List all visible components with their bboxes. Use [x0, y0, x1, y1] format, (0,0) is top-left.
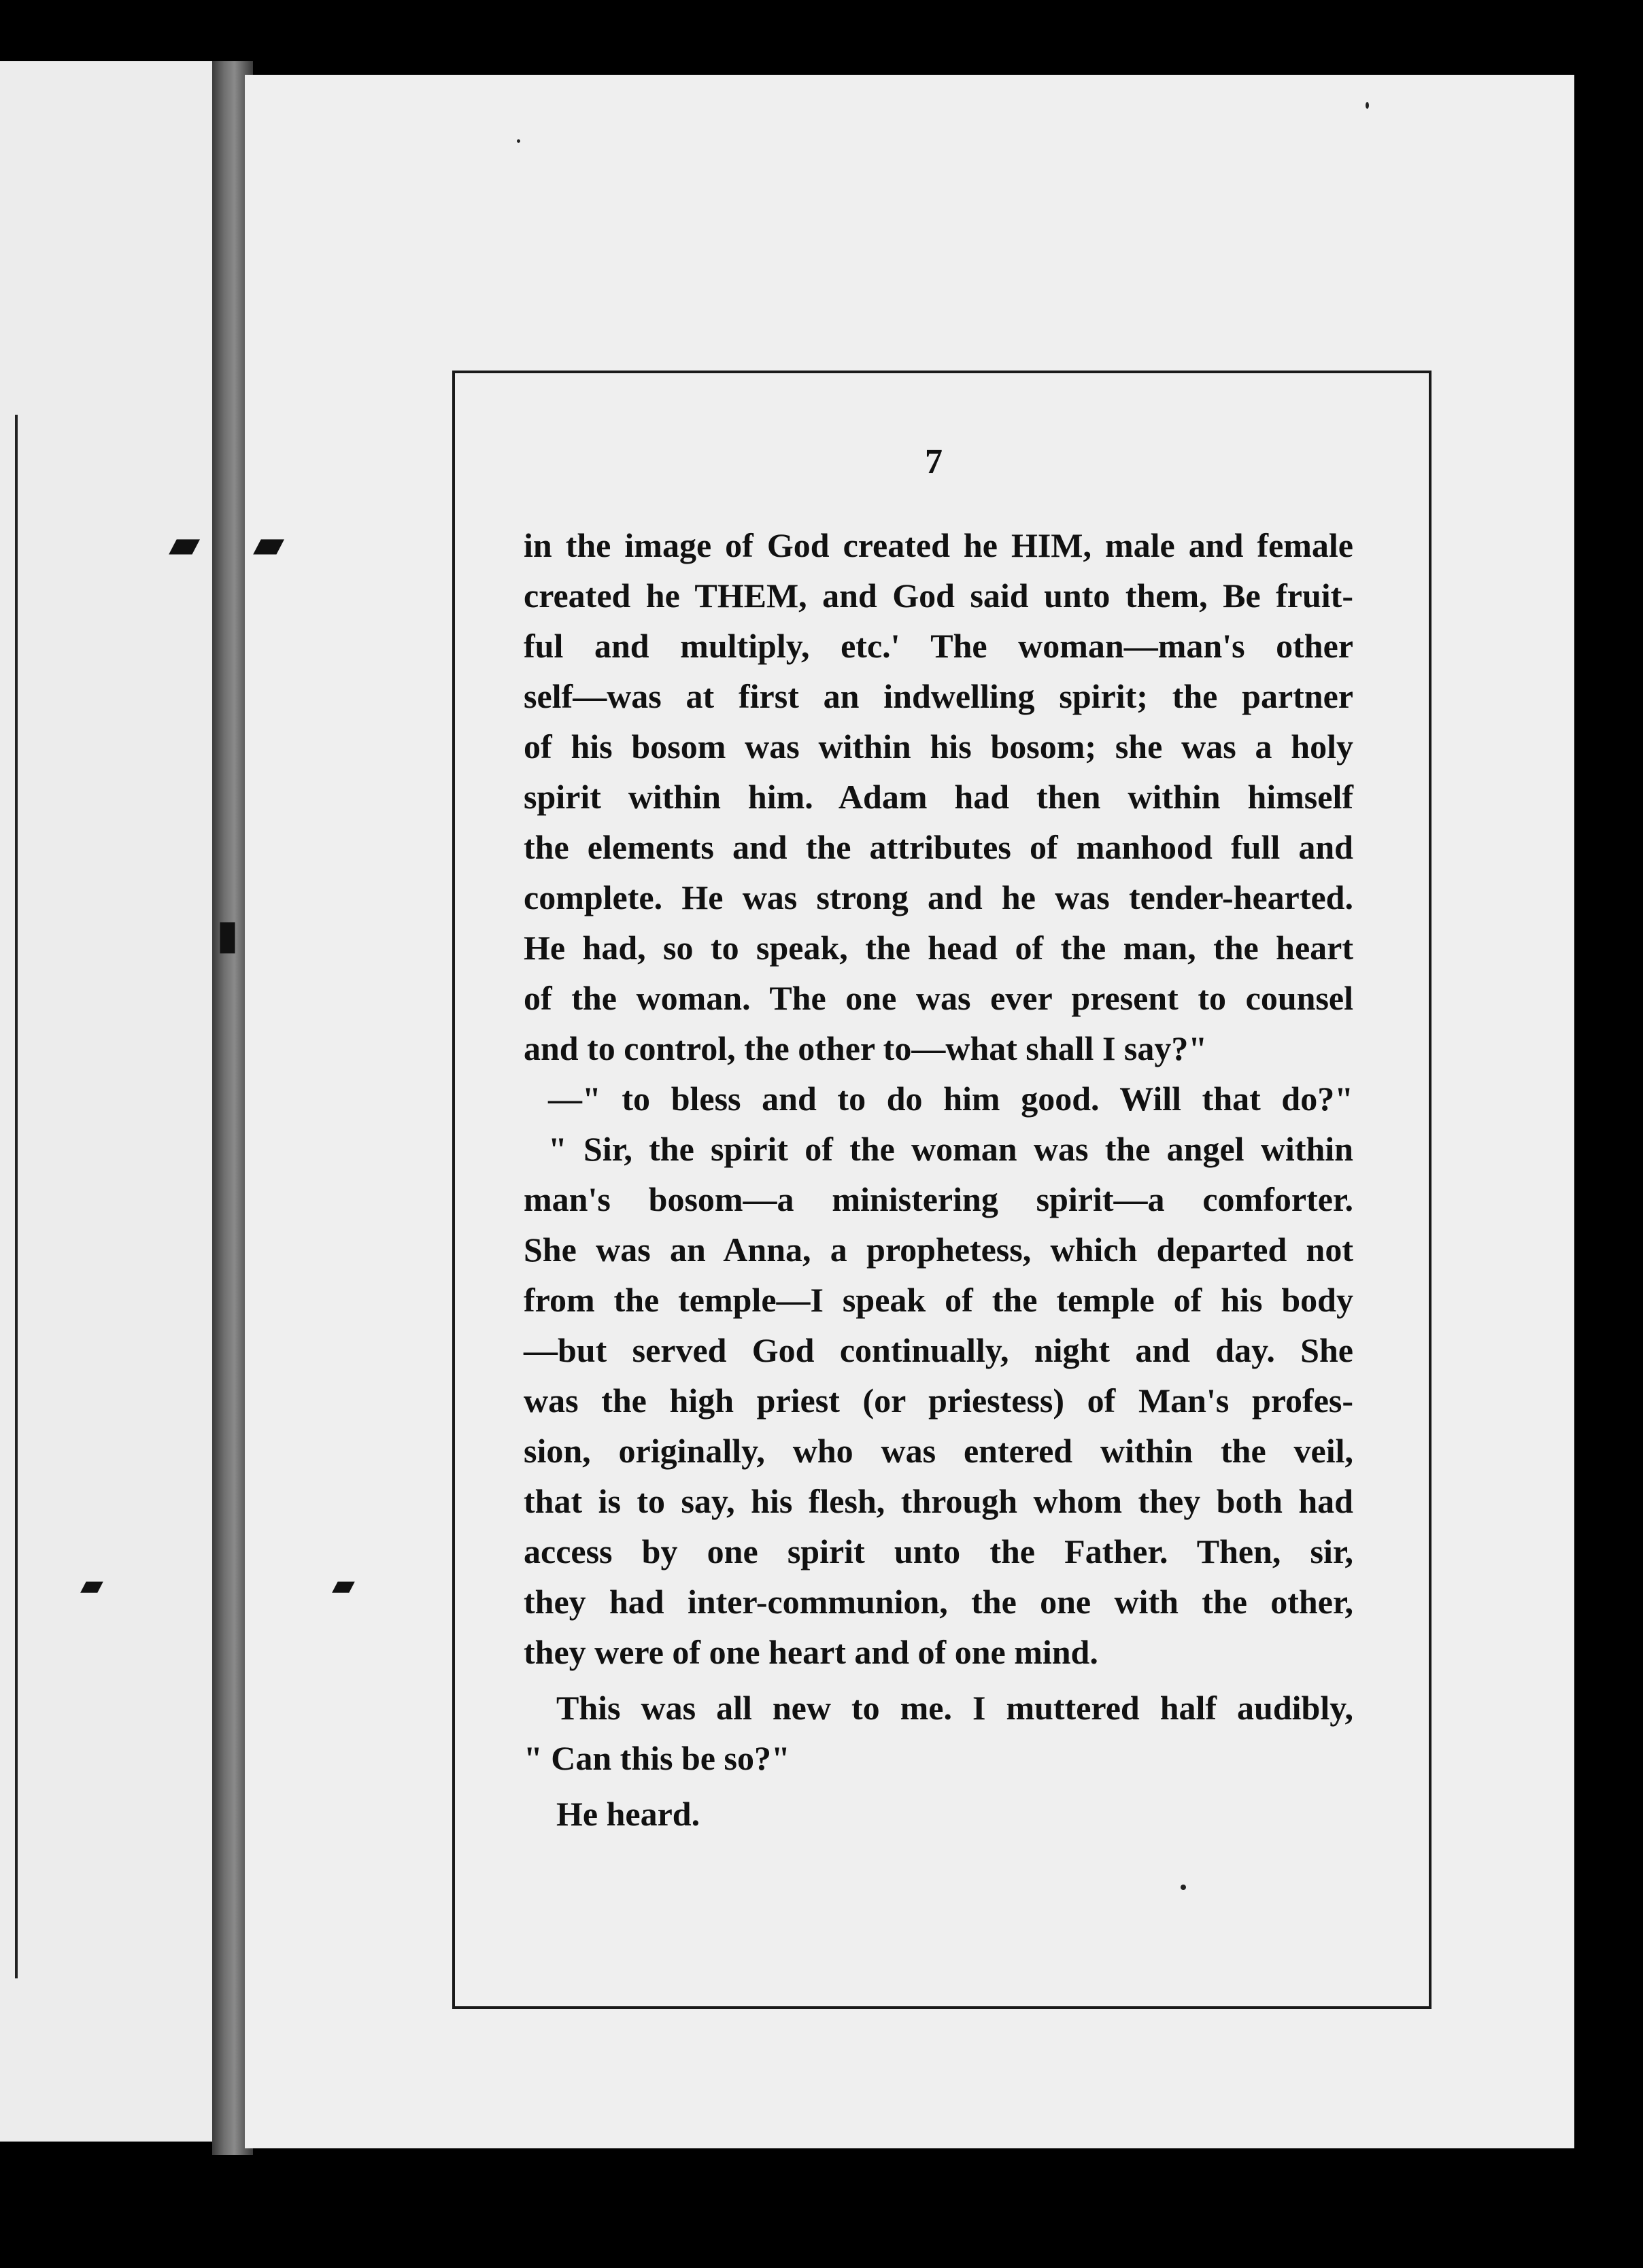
text-line: was the high priest (or priestess) of Man's profes-: [524, 1381, 1353, 1420]
previous-page-edge: [0, 61, 224, 2142]
text-line: access by one spirit unto the Father. Then, sir,: [524, 1532, 1353, 1570]
text-line: This was all new to me. I muttered half audibly,: [556, 1689, 1353, 1727]
text-line: self—was at first an indwelling spirit; the partner: [524, 677, 1353, 715]
text-line: ful and multiply, etc.' The woman—man's other: [524, 627, 1353, 665]
text-line: they had inter-communion, the one with the other,: [524, 1583, 1353, 1621]
text-line: He heard.: [556, 1795, 700, 1833]
text-line: sion, originally, who was entered within the veil,: [524, 1432, 1353, 1470]
text-line: that is to say, his flesh, through whom they both had: [524, 1482, 1353, 1520]
text-line: spirit within him. Adam had then within himself: [524, 778, 1353, 816]
paper-speck: [517, 139, 520, 143]
paragraph-gap: [524, 1783, 1353, 1789]
binding-hole-mark: ▰: [169, 521, 201, 566]
binding-hole-mark: ▮: [216, 912, 239, 957]
text-line: from the temple—I speak of the temple of his body: [524, 1281, 1353, 1319]
text-line: of his bosom was within his bosom; she was a holy: [524, 727, 1353, 766]
page-number: 7: [925, 443, 943, 481]
paper-speck: [1366, 102, 1369, 109]
binding-hole-mark: ▰: [253, 521, 285, 566]
text-line: they were of one heart and of one mind.: [524, 1633, 1098, 1671]
paragraph-gap: [524, 1677, 1353, 1683]
text-line: She was an Anna, a prophetess, which departed not: [524, 1231, 1353, 1269]
text-line: complete. He was strong and he was tender-hearted.: [524, 878, 1353, 916]
text-line: in the image of God created he HIM, male and female: [524, 526, 1353, 564]
page-body-text: [524, 520, 1353, 1839]
text-line: —but served God continually, night and day. She: [524, 1331, 1353, 1369]
previous-page-frame-edge: [0, 415, 18, 1978]
text-line: of the woman. The one was ever present to counsel: [524, 979, 1353, 1017]
text-line: the elements and the attributes of manhood full and: [524, 828, 1353, 866]
text-line: created he THEM, and God said unto them, Be fruit-: [524, 577, 1353, 615]
text-line: man's bosom—a ministering spirit—a comforter.: [524, 1180, 1353, 1218]
text-line: He had, so to speak, the head of the man, the heart: [524, 929, 1353, 967]
text-line: " Can this be so?": [524, 1739, 790, 1777]
text-line: —" to bless and to do him good. Will that do?": [548, 1080, 1353, 1118]
text-line: and to control, the other to—what shall I say?": [524, 1029, 1208, 1067]
binding-hole-mark: ▰: [332, 1568, 355, 1602]
text-line: " Sir, the spirit of the woman was the angel within: [548, 1130, 1353, 1168]
binding-hole-mark: ▰: [80, 1568, 103, 1602]
